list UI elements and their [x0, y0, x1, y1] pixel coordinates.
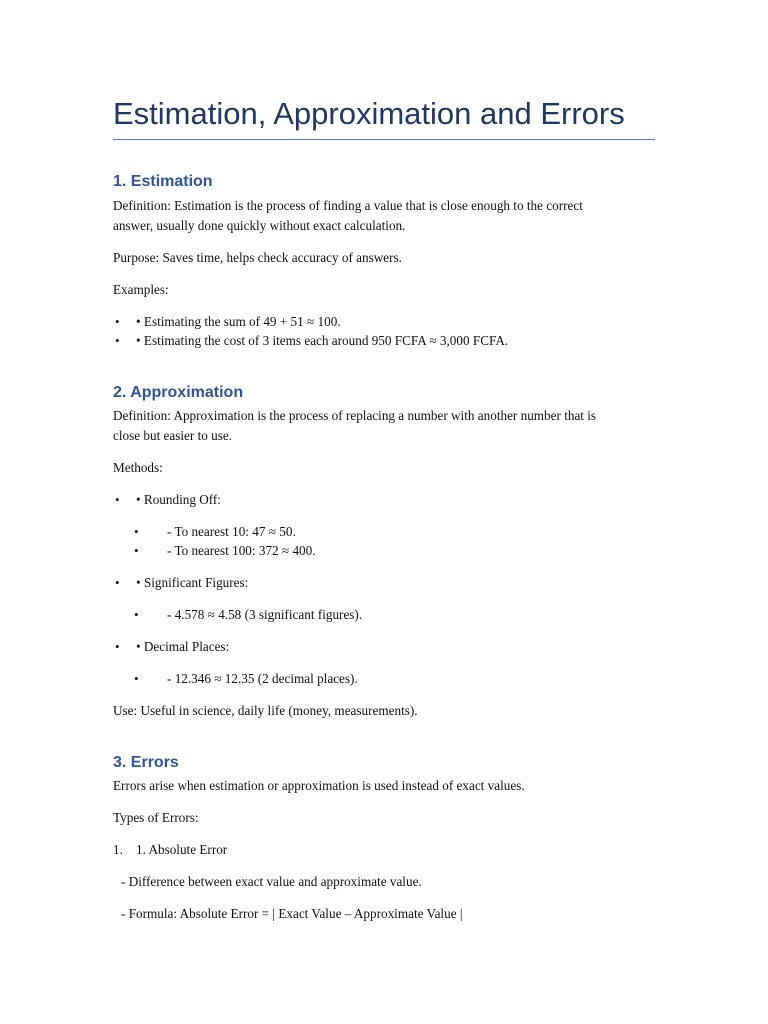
approximation-definition-line2: close but easier to use. — [113, 428, 233, 443]
bullet-icon: • — [134, 607, 139, 622]
bullet-icon: • — [115, 492, 120, 507]
estimation-definition-line2: answer, usually done quickly without exact calculation. — [113, 218, 406, 233]
list-item: • Significant Figures: — [136, 575, 249, 590]
estimation-examples-label: Examples: — [113, 282, 169, 297]
heading-estimation: 1. Estimation — [113, 173, 213, 190]
approximation-methods-label: Methods: — [113, 460, 163, 475]
bullet-icon: • — [115, 575, 120, 590]
list-item: 1. Absolute Error — [136, 842, 228, 857]
estimation-definition-line1: Definition: Estimation is the process of finding a value that is close enough to the correct — [113, 198, 583, 213]
bullet-icon: • — [115, 639, 120, 654]
heading-errors: 3. Errors — [113, 754, 179, 771]
list-item: • Rounding Off: — [136, 492, 221, 507]
list-item: • Decimal Places: — [136, 639, 230, 654]
error-detail-line: - Difference between exact value and approximate value. — [121, 874, 422, 889]
bullet-icon: • — [115, 314, 120, 329]
heading-approximation: 2. Approximation — [113, 384, 244, 401]
sub-list-item: - To nearest 100: 372 ≈ 400. — [167, 543, 316, 558]
errors-types-label: Types of Errors: — [113, 810, 199, 825]
list-number: 1. — [113, 842, 123, 857]
sub-list-item: - 12.346 ≈ 12.35 (2 decimal places). — [167, 671, 358, 686]
errors-intro: Errors arise when estimation or approximation is used instead of exact values. — [113, 778, 525, 793]
title-underline — [113, 139, 655, 140]
approximation-use: Use: Useful in science, daily life (money, measurements). — [113, 703, 418, 718]
estimation-purpose: Purpose: Saves time, helps check accuracy of answers. — [113, 250, 402, 265]
bullet-icon: • — [115, 333, 120, 348]
sub-list-item: - To nearest 10: 47 ≈ 50. — [167, 524, 296, 539]
list-item: • Estimating the cost of 3 items each around 950 FCFA ≈ 3,000 FCFA. — [136, 333, 509, 348]
list-item: • Estimating the sum of 49 + 51 ≈ 100. — [136, 314, 341, 329]
bullet-icon: • — [134, 671, 139, 686]
approximation-definition-line1: Definition: Approximation is the process of replacing a number with another number that is — [113, 408, 597, 423]
sub-list-item: - 4.578 ≈ 4.58 (3 significant figures). — [167, 607, 363, 622]
document-title: Estimation, Approximation and Errors — [113, 96, 625, 131]
bullet-icon: • — [134, 543, 139, 558]
error-formula-line: - Formula: Absolute Error = | Exact Value – Approximate Value | — [121, 906, 463, 921]
bullet-icon: • — [134, 524, 139, 539]
